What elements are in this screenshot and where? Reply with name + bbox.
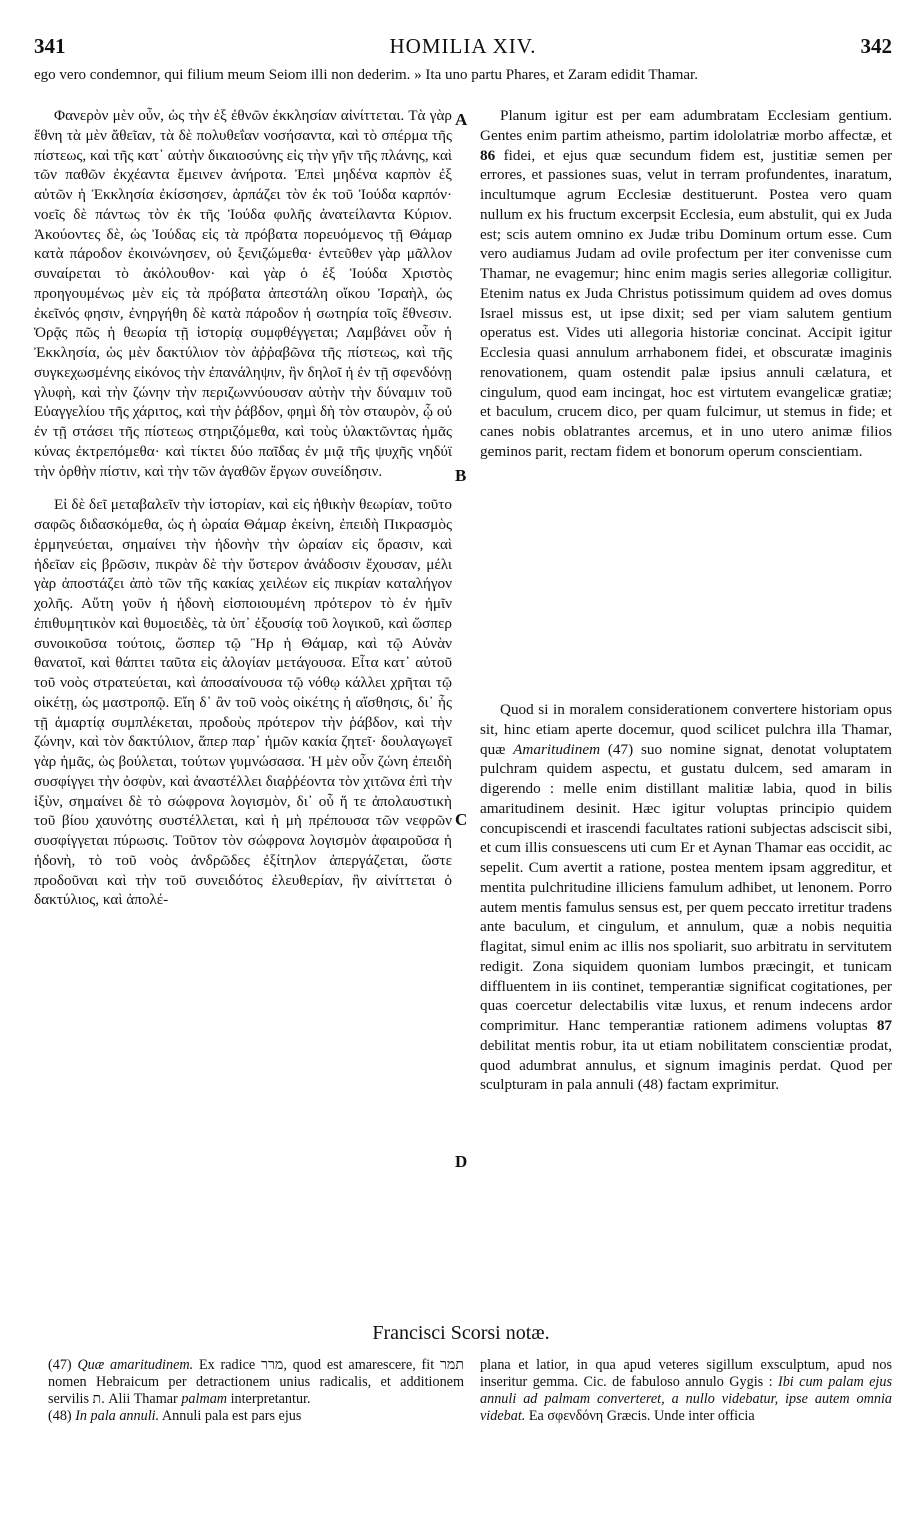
note-head: In pala annuli. — [75, 1408, 160, 1424]
note-text: Annuli pala est pars ejus — [159, 1408, 302, 1424]
column-number-87: 87 — [876, 1017, 892, 1034]
section-marker-a: A — [455, 110, 468, 129]
column-number-86: 86 — [480, 146, 496, 164]
latin-paragraph-1 — [480, 106, 892, 686]
note-text: interpretantur. — [227, 1391, 311, 1407]
note-text: Ex radice מרר, quod est amarescere, fit תמר nomen Hebraicum per detractionem unius radicalis, et additionem servilis ת. Alii Thamar — [48, 1357, 464, 1407]
latin-text: Quod si in moralem considerationem convertere historiam opus sit, hinc etiam aperte docemur, quod scilicet pulchra illa Thamar, quæ — [480, 701, 892, 758]
running-header — [34, 34, 892, 64]
latin-text: (47) suo nomine signat, denotat voluptatem pulchram quidem aspectu, et gustatu dulcem, sed amaram in digerendo : melle enim distillant malitiæ labia, quod in bilis amaritudinem desinit. Hæc igitur voluptas principio quidem concupiscendi et irascendi facultates rationi subjectas adsciscit sibi, et cum illis consuescens uti cum Er et Aynan Thamar eas occidit, ac sepelit. Cum avertit a ratione, postea mentem ipsam aggreditur, et mentita pulchritudine illiciens famulum adhibet, ut lenonem. Porro autem mentis famulus sensus est, per quem peccato irretitur tradens ante baculum, et cingulum, et annulum, quæ a nobis nequitia flagitat, simul enim ac illis nos spoliarit, suo arbitratu in servitutem redigit. Zona siquidem quoniam lumbos præcingit, et tunicam diffluentem in iis continet, temperantiæ significat cogitationes, per quas coercetur delectabilis vitæ luxus, et renum indecens ardor comprimitur. Hanc temperantiæ rationem adimens voluptas — [480, 740, 892, 1034]
latin-paragraph-2 — [480, 700, 892, 1095]
greek-column — [34, 106, 452, 910]
note-47 — [48, 1357, 464, 1408]
latin-italic: Amaritudinem — [513, 740, 601, 758]
latin-text: fidei, et ejus quæ secundum fidem est, justitiæ semen per errores, et passiones suas, velut in terram profundentes, inaratum, incultumque agrum Ecclesiæ destituerunt. Postea vero quam nullum ex his fructum excerpsit Ecclesia, eum abstulit, qui ex Juda est; scis autem omnino ex Judæ tribu Dominum ortum esse. Cum vero audiamus Judam ad ovile profectum per iter convenisse cum Thamar, ne evagemur; hinc enim magis series allegoriæ colligitur. Etenim natus ex Juda Christus potissimum quidem ad oves domus Israel missus est, ut ipse dixit; sed per viam salutem gentium operatus est. Vides uti allegoria historiæ concinat. Accipit igitur Ecclesia quasi annulum arrhabonem fidei, et obscuratæ imaginis renovationem, quam ostendit palæ ipsius annuli cælatura, et cingulum, quod eam incingat, hoc est virtutem evangelicæ gratiæ; et baculum, crucem dico, per quam fulcimur, ut stemus in fide; et canes nobis oblatrantes arcemus, et in uno utero animæ filios geminos parit, rectam fidem et bonorum operum conscientiam. — [480, 146, 892, 460]
page-number-right: 342 — [860, 34, 892, 58]
note-italic: palmam — [181, 1391, 228, 1407]
latin-text: Planum igitur est per eam adumbratam Ecclesiam gentium. Gentes enim partim atheismo, partim idololatriæ morbo affectæ, et — [480, 107, 892, 144]
note-text: Ea σφενδόνη Græcis. Unde inter officia — [525, 1408, 755, 1424]
latin-text: debilitat mentis robur, ita ut etiam nobilitatem conscientiæ prodat, quod adumbrat annulus, et signum imaginis perdat. Quod per sculpturam in pala annuli (48) factam exprimitur. — [480, 1036, 892, 1094]
note-head: Quæ amaritudinem. — [77, 1357, 194, 1373]
note-label: (47) — [48, 1357, 78, 1373]
note-48-continued — [480, 1357, 892, 1425]
notes-right-column — [480, 1357, 892, 1425]
page-number-left: 341 — [34, 34, 66, 58]
section-marker-d: D — [455, 1152, 468, 1171]
latin-column — [480, 106, 892, 1095]
section-marker-b: B — [455, 466, 467, 485]
running-title: HOMILIA XIV. — [389, 34, 537, 58]
section-marker-c: C — [455, 810, 468, 829]
greek-paragraph-2: Εἰ δὲ δεῖ μεταβαλεῖν τὴν ἱστορίαν, καὶ εἰς ἠθικὴν θεωρίαν, τοῦτο σαφῶς διδασκόμεθα, ὡς ἡ ὡραία Θάμαρ ἐκείνη, ἐπειδὴ Πικρασμὸς ἑρμηνεύεται, σημαίνει τὴν ἡδονὴν τὴν ὡραίαν εἰς ὅρασιν, καὶ ἡδεῖαν εἰς βρῶσιν, πικρὰν δὲ τὴν ὕστερον ἀνάδοσιν ἔχουσαν, μέλι γὰρ ἀποστάζει ἀπὸ τῶν τῆς κακίας χειλέων εἰς πικρίαν καταλήγον χολῆς. Αὕτη γοῦν ἡ ἡδονὴ εἰσποιουμένη πρότερον τὸ ἐν ἡμῖν ἐπιθυμητικὸν καὶ θυμοειδὲς, τὰ ὑπ᾽ ἐξουσίᾳ τοῦ λογικοῦ, καὶ ὥσπερ συνοικοῦσα τούτοις, ὥσπερ τῷ Ἢρ ἡ Θάμαρ, καὶ τῷ Αὐνὰν θανατοῖ, καὶ θάπτει ταῦτα εἰς ἀλογίαν μετάγουσα. Εἶτα κατ᾽ αὐτοῦ τοῦ νοὸς στρατεύεται, καὶ ἀποσαίνουσα τῷ νόθῳ κάλλει χρῆται τῷ οἰκέτῃ, ὡς μαστροπῷ. Εἴη δ᾽ ἂν τοῦ νοὸς οἰκέτης ἡ αἴσθησις, δι᾽ ἧς τῇ ἁμαρτίᾳ συμπλέκεται, προδοὺς πρότερον τὴν ῥάβδον, καὶ τὴν ζώνην, καὶ τὸν δακτύλιον, ἅπερ παρ᾽ ἡμῶν κακία ζητεῖ· δουλαγωγεῖ γὰρ ἡμᾶς, ὡς βούλεται, τούτων γυμνώσασα. Ἡ μὲν οὖν ζώνη ἐπειδὴ συσφίγγει τὴν ὀσφὺν, καὶ ἀναστέλλει διαῤῥέοντα τὸν χιτῶνα ἐπὶ τὴν ἰξὺν, σημαίνει δὲ τὸ σώφρονα λογισμὸν, δι᾽ οὗ ἥ τε ἀπολαυστικὴ τοῦ βίου χαυνότης συστέλλεται, καὶ ἡ μὴ πρέπουσα τῶν νεφρῶν συσφίγγεται πύρωσις. Τοῦτον τὸν σώφρονα λογισμὸν ἀφαιροῦσα ἡ ἡδονὴ, τὸ τοῦ νοὸς ἀνδρῶδες ἐξίτηλον ἀπεργάζεται, ὥστε προδοῦναι καὶ τὴν τοῦ συνειδότος ἐλευθερίαν, ἣν αἰνίττεται ὁ δακτύλιος, καὶ ἀπολέ- — [34, 496, 452, 909]
note-label: (48) — [48, 1408, 76, 1424]
note-text: plana et latior, in qua apud veteres sigillum exsculptum, apud nos inseritur gemma. Cic. de fabuloso annulo Gygis : — [480, 1357, 892, 1390]
note-italic: Ibi cum palam ejus annuli ad palmam converteret, a nullo videbatur, ipse autem omnia videbat. — [480, 1374, 892, 1424]
note-48 — [48, 1408, 464, 1425]
continuation-line: ego vero condemnor, qui filium meum Seiom illi non dederim. » Ita uno partu Phares, et Zaram edidit Thamar. — [34, 67, 698, 83]
greek-paragraph-1: Φανερὸν μὲν οὖν, ὡς τὴν ἐξ ἐθνῶν ἐκκλησίαν αἰνίττεται. Τὰ γὰρ ἔθνη τὰ μὲν ἄθεῖαν, τὰ δὲ πολυθεΐαν νοσήσαντα, καὶ τὸ σπέρμα τῆς πίστεως, καὶ τῆς κατ᾽ αὐτὴν δικαιοσύνης εἰς τὴν γῆν τῆς πλάνης, καὶ τῶν παθῶν ἐκχέαντα ἔμεινεν ἀνήροτα. Ἐπεὶ μηδένα καρπὸν ἐξ αὐτῶν ἡ Ἐκκλησία ἐκίσσησεν, ἁρπάζει τὸν ἐκ τοῦ Ἰούδα καρπόν· νοεῖς δὲ πάντως τὸν ἐκ τῆς Ἰούδα φυλῆς ἀνατείλαντα Κύριον. Ἀκούοντες δὲ, ὡς Ἰούδας εἰς τὰ πρόβατα πορευόμενος τῇ Θάμαρ κατὰ πάροδον ἐκοινώνησεν, οὐ ξενιζώμεθα· ἐντεῦθεν γὰρ μᾶλλον συναίρεται τὸ ἀκόλουθον· καὶ γὰρ ὁ ἐξ Ἰούδα Χριστὸς προηγουμένως μὲν εἰς τὰ πρόβατα ἀπεστάλη οἴκου Ἰσραὴλ, ὡς ἐκεῖνός φησιν, ἐνηργήθη δὲ κατὰ πάροδον ἡ σωτηρία τοῖς ἔθνεσιν. Ὁρᾷς πῶς ἡ θεωρία τῇ ἱστορίᾳ συμφθέγγεται; Λαμβάνει οὖν ἡ Ἐκκλησία, ὡς μὲν δακτύλιον τὸν ἀῤῥαβῶνα τῆς πίστεως, καὶ τῆς συγκεχωσμένης εἰκόνος τὴν ἐπανάληψιν, ἣν δηλοῖ ἡ ἐν τῇ σφενδόνῃ γλυφὴ, καὶ τὴν ζώνην τὴν περιζωννύουσαν αὐτὴν τὴν δύναμιν τοῦ Εὐαγγελίου τῆς χάριτος, καὶ τὴν ῥάβδον, φημὶ δὴ τὸν σταυρὸν, ᾧ οὐ ἐν τῇ στάσει τῆς πίστεως στηριζόμεθα, καὶ τοὺς ὑλακτῶντας ἡμᾶς κύνας ἐκτρεπόμεθα· καὶ τίκτει δύο παῖδας ἐν μιᾷ τῆς ψυχῆς νηδύϊ τὴν ὀρθὴν πίστιν, καὶ τὴν τῶν ἀγαθῶν ἔργων συνείδησιν. — [34, 107, 452, 480]
notes-left-column — [48, 1357, 464, 1425]
notes-title: Francisci Scorsi notæ. — [372, 1322, 550, 1344]
